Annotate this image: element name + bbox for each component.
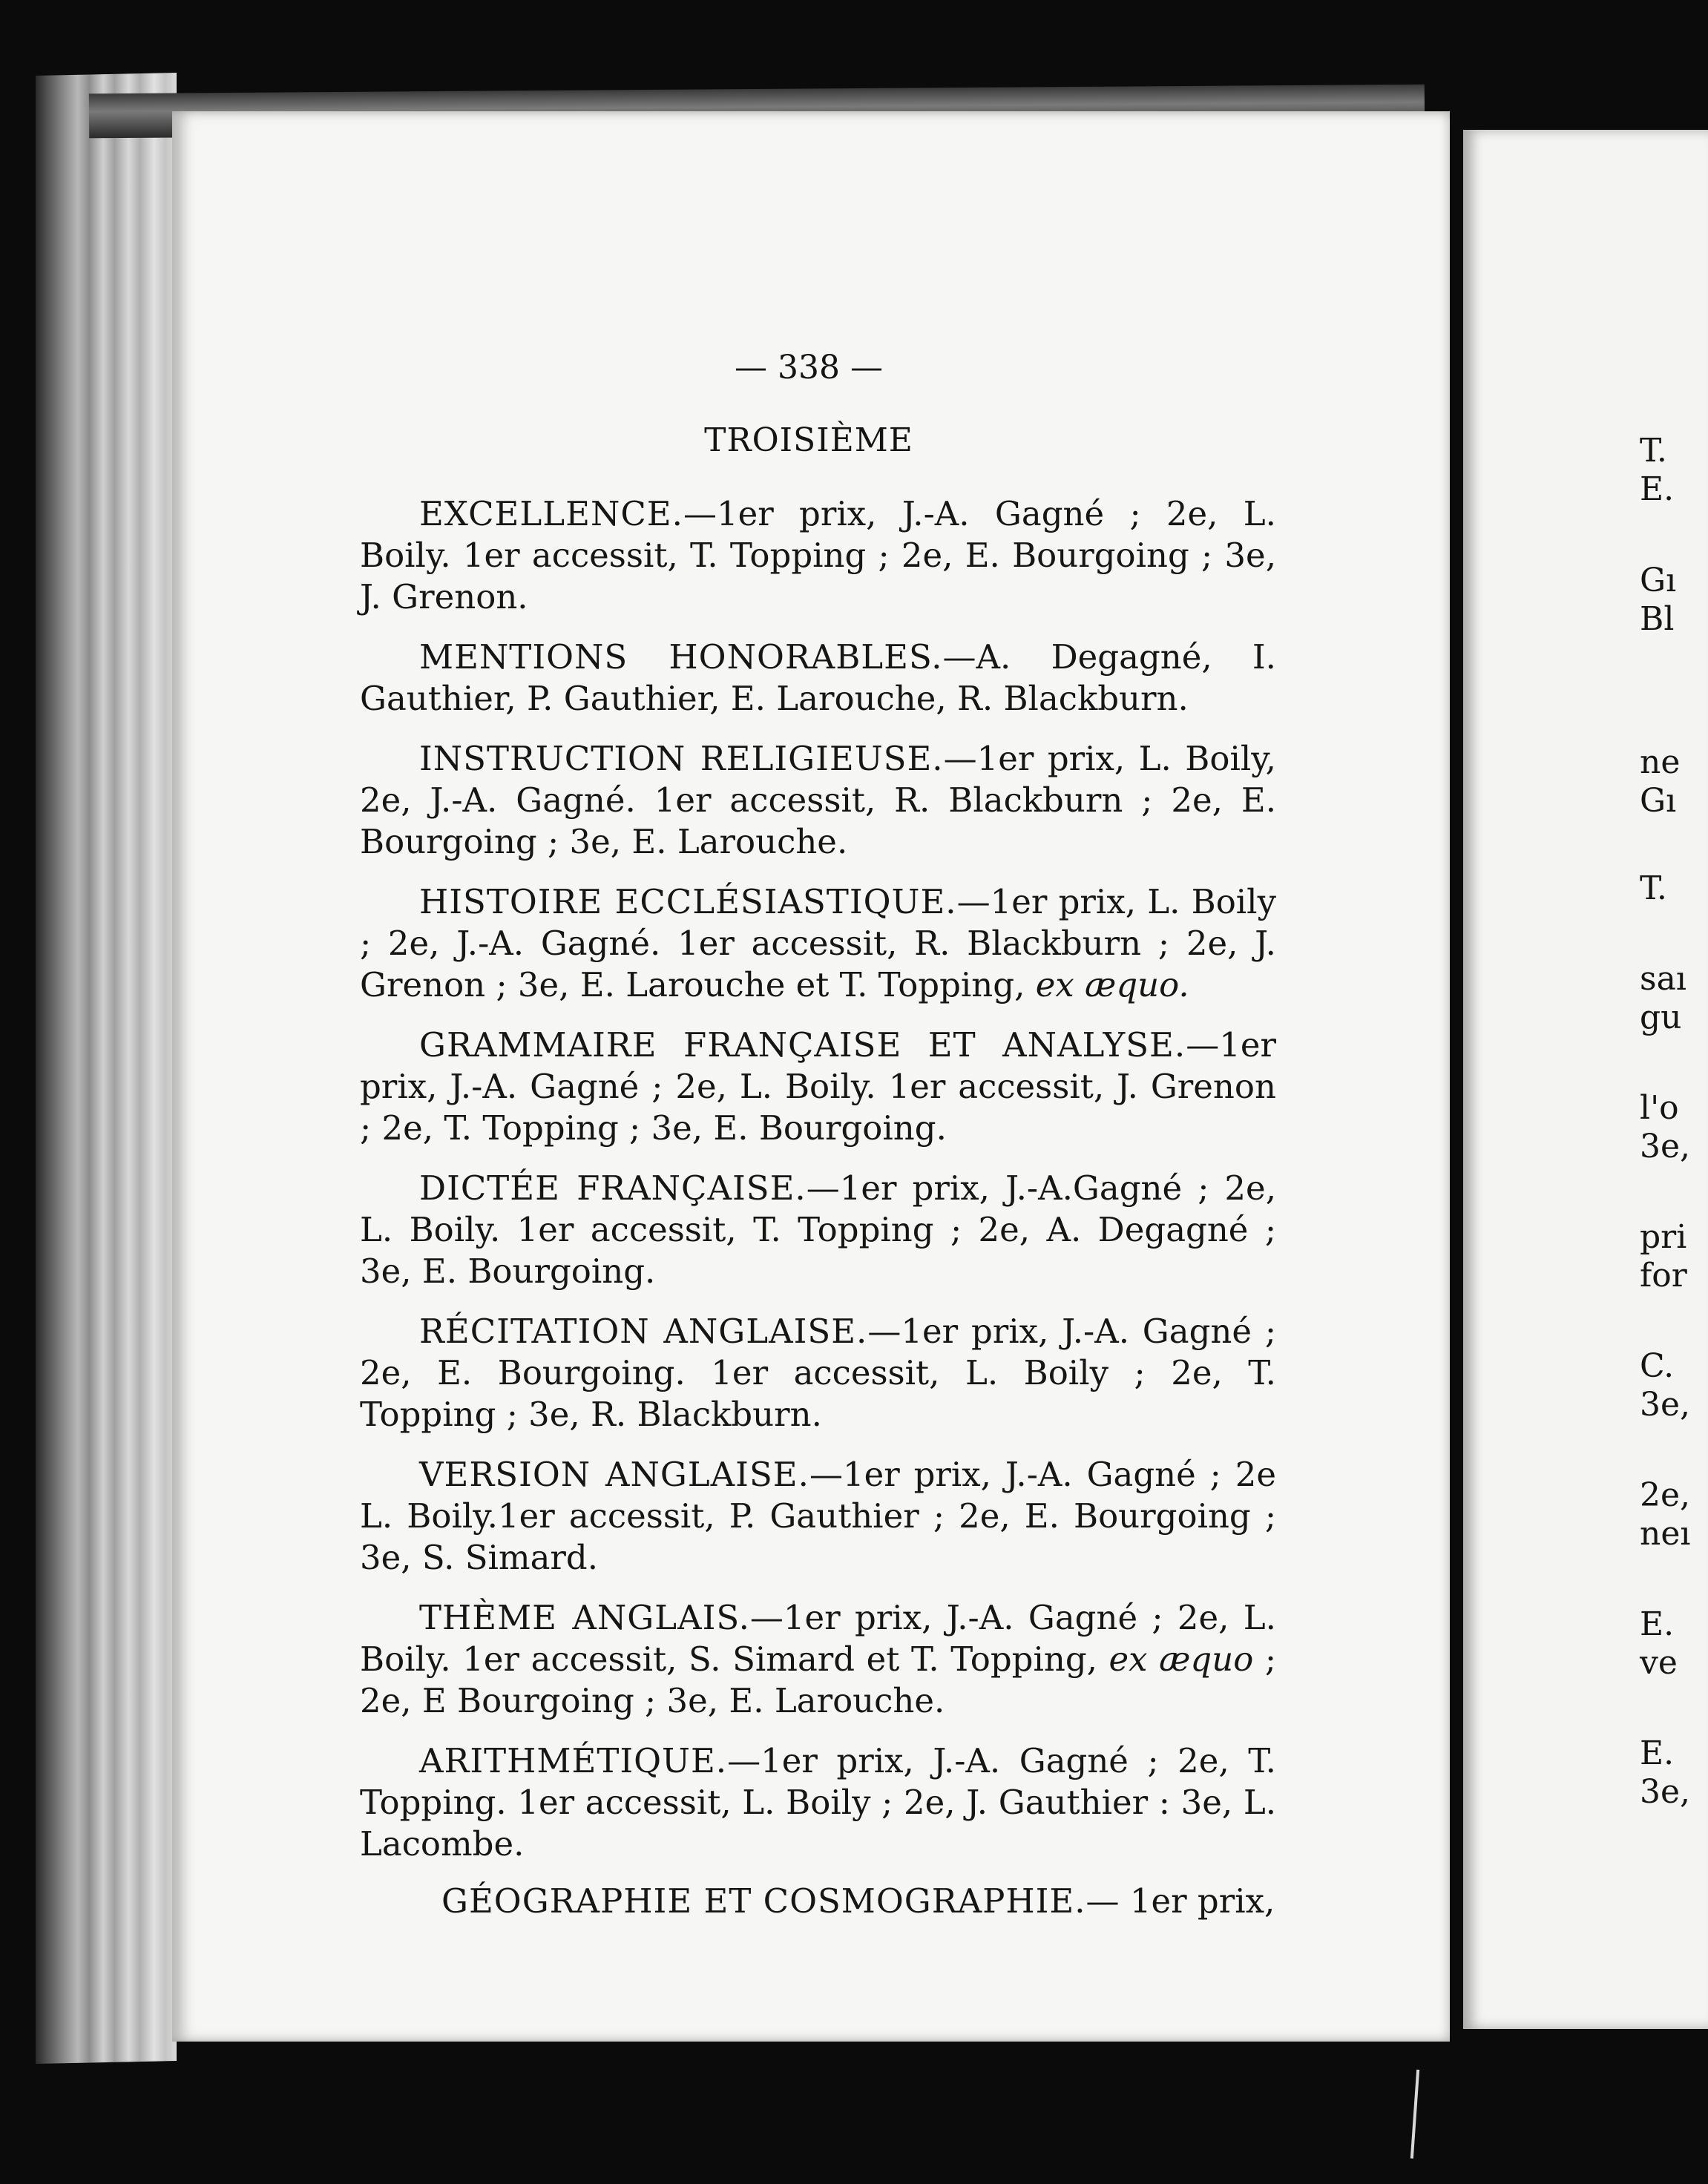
- facing-fragment: saı: [1640, 960, 1686, 998]
- prize-list: [360, 493, 1276, 1941]
- prize-entry: VERSION ANGLAISE.—1er prix, J.-A. Gagné ; 2e L. Boily.1er accessit, P. Gauthier ; 2e, E. Bourgoing ; 3e, S. Simard.: [360, 1455, 1276, 1577]
- facing-fragment: T.: [1640, 869, 1667, 907]
- section-title: TROISIÈME: [704, 421, 913, 459]
- facing-fragment: C.: [1640, 1347, 1675, 1385]
- facing-fragment: Gı: [1640, 562, 1677, 599]
- facing-fragment: Gı: [1640, 782, 1677, 820]
- facing-fragment: 3e,: [1640, 1773, 1691, 1811]
- facing-fragment: E.: [1640, 470, 1675, 508]
- facing-fragment: 3e,: [1640, 1386, 1691, 1424]
- prize-entry: DICTÉE FRANÇAISE.—1er prix, J.-A.Gagné ; 2e, L. Boily. 1er accessit, T. Topping ; 2e, A. Degagné ; 3e, E. Bourgoing.: [360, 1168, 1276, 1291]
- prize-entry: THÈME ANGLAIS.—1er prix, J.-A. Gagné ; 2e, L. Boily. 1er accessit, S. Simard et T. Topping, ex æquo ; 2e, E Bourgoing ; 3e, E. Larouche.: [360, 1598, 1277, 1720]
- prize-entry: HISTOIRE ECCLÉSIASTIQUE.—1er prix, L. Boily ; 2e, J.-A. Gagné. 1er accessit, R. Blackburn ; 2e, J. Grenon ; 3e, E. Larouche et T. Topping, ex æquo.: [360, 882, 1276, 1004]
- prize-entry: EXCELLENCE.—1er prix, J.-A. Gagné ; 2e, L. Boily. 1er accessit, T. Topping ; 2e, E. Bourgoing ; 3e, J. Grenon.: [360, 494, 1276, 616]
- facing-fragment: ve: [1640, 1644, 1678, 1682]
- facing-fragment: E.: [1640, 1605, 1675, 1643]
- prize-entry: ARITHMÉTIQUE.—1er prix, J.-A. Gagné ; 2e, T. Topping. 1er accessit, L. Boily ; 2e, J. Gauthier : 3e, L. Lacombe.: [360, 1741, 1276, 1864]
- prize-entry: GRAMMAIRE FRANÇAISE ET ANALYSE.—1er prix, J.-A. Gagné ; 2e, L. Boily. 1er accessit, J. Grenon ; 2e, T. Topping ; 3e, E. Bourgoing.: [360, 1025, 1276, 1148]
- facing-fragment: pri: [1640, 1218, 1687, 1256]
- facing-fragment: ne: [1640, 743, 1681, 781]
- facing-fragment: for: [1640, 1257, 1687, 1295]
- prize-entry: MENTIONS HONORABLES.—A. Degagné, I. Gauthier, P. Gauthier, E. Larouche, R. Blackburn.: [360, 637, 1276, 718]
- facing-fragment: 3e,: [1640, 1128, 1691, 1165]
- prize-entry: INSTRUCTION RELIGIEUSE.—1er prix, L. Boily, 2e, J.-A. Gagné. 1er accessit, R. Blackburn ; 2e, E. Bourgoing ; 3e, E. Larouche.: [360, 739, 1276, 861]
- prize-entry-continued: GÉOGRAPHIE ET COSMOGRAPHIE.— 1er prix,: [441, 1881, 1275, 1921]
- prize-entry: RÉCITATION ANGLAISE.—1er prix, J.-A. Gagné ; 2e, E. Bourgoing. 1er accessit, L. Boily ; 2e, T. Topping ; 3e, R. Blackburn.: [360, 1312, 1276, 1434]
- facing-fragment: gu: [1640, 999, 1682, 1036]
- facing-fragment: l'o: [1640, 1089, 1679, 1127]
- facing-fragment: E.: [1640, 1734, 1675, 1772]
- facing-fragment: Bl: [1640, 600, 1675, 638]
- scan-artifact: [1410, 2070, 1425, 2160]
- facing-fragment: 2e,: [1640, 1476, 1691, 1514]
- facing-fragment: neı: [1640, 1515, 1691, 1553]
- book-page-edges: [36, 73, 177, 2064]
- facing-fragment: T.: [1640, 432, 1667, 470]
- page-number: — 338 —: [735, 349, 883, 387]
